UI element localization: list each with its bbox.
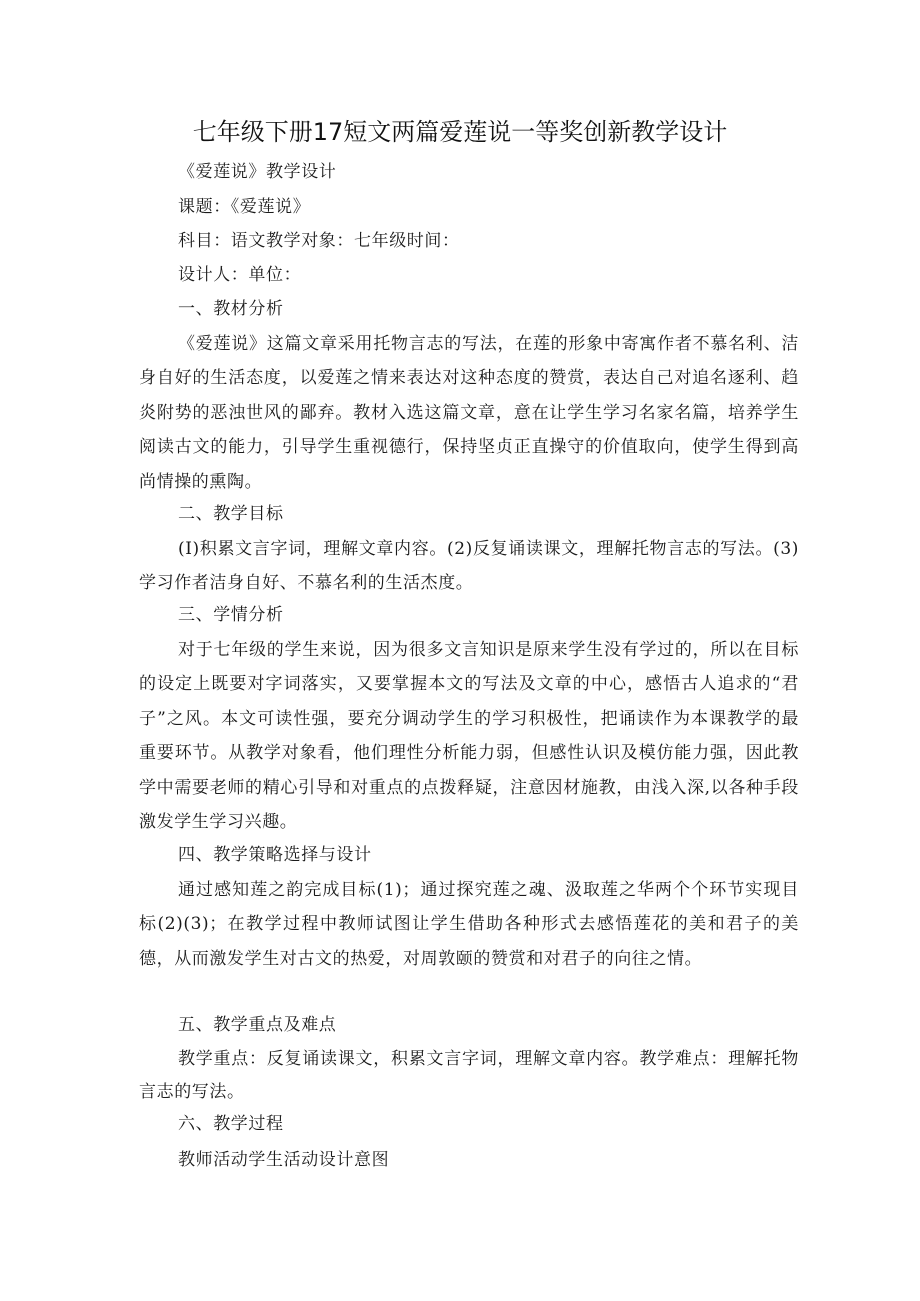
section-heading-textbook-analysis: 一、教材分析 xyxy=(178,299,284,319)
subject-line: 科目：语文教学对象：七年级时间： xyxy=(178,231,460,251)
document-subtitle: 《爱莲说》教学设计 xyxy=(178,162,337,182)
section-heading-key-points: 五、教学重点及难点 xyxy=(178,1015,337,1035)
section-body-teaching-process: 教师活动学生活动设计意图 xyxy=(178,1150,390,1170)
section-body-key-points: 教学重点：反复诵读课文，积累文言字词，理解文章内容。教学难点：理解托物言志的写法。 xyxy=(139,1049,799,1102)
document-title: 七年级下册17短文两篇爱莲说一等奖创新教学设计 xyxy=(192,118,728,146)
section-body-student-analysis: 对于七年级的学生来说，因为很多文言知识是原来学生没有学过的，所以在目标的设定上既要对字词落实，又要掌握本文的写法及文章的中心，感悟古人追求的“君子”之风。本文可读性强，要充分调动学生的学习积极性，把诵读作为本课教学的最重要环节。从教学对象看，他们理性分析能力弱，但感性认识及模仿能力强，因此教学中需要老师的精心引导和对重点的点拨释疑，注意因材施教，由浅入深,以各种手段激发学生学习兴趣。 xyxy=(139,640,799,833)
section-heading-teaching-goals: 二、教学目标 xyxy=(178,504,284,524)
designer-line: 设计人：单位： xyxy=(178,265,302,285)
section-heading-teaching-process: 六、教学过程 xyxy=(178,1114,284,1134)
section-body-teaching-strategy: 通过感知莲之韵完成目标(1)；通过探究莲之魂、汲取莲之华两个个环节实现目标(2)(3)；在教学过程中教师试图让学生借助各种形式去感悟莲花的美和君子的美德，从而激发学生对古文的热爱，对周敦颐的赞赏和对君子的向往之情。 xyxy=(139,880,799,969)
section-body-textbook-analysis: 《爱莲说》这篇文章采用托物言志的写法，在莲的形象中寄寓作者不慕名利、洁身自好的生活态度，以爱莲之情来表达对这种态度的赞赏，表达自己对追名逐利、趋炎附势的恶浊世风的鄙弃。教材入选这篇文章，意在让学生学习名家名篇，培养学生阅读古文的能力，引导学生重视德行，保持坚贞正直操守的价值取向，使学生得到高尚情操的熏陶。 xyxy=(139,334,799,492)
section-heading-teaching-strategy: 四、教学策略选择与设计 xyxy=(178,845,372,865)
topic-line: 课题：《爱莲说》 xyxy=(178,197,311,217)
section-heading-student-analysis: 三、学情分析 xyxy=(178,605,284,625)
section-body-teaching-goals: (I)积累文言字词，理解文章内容。(2)反复诵读课文，理解托物言志的写法。(3)学习作者洁身自好、不慕名利的生活杰度。 xyxy=(139,539,799,594)
